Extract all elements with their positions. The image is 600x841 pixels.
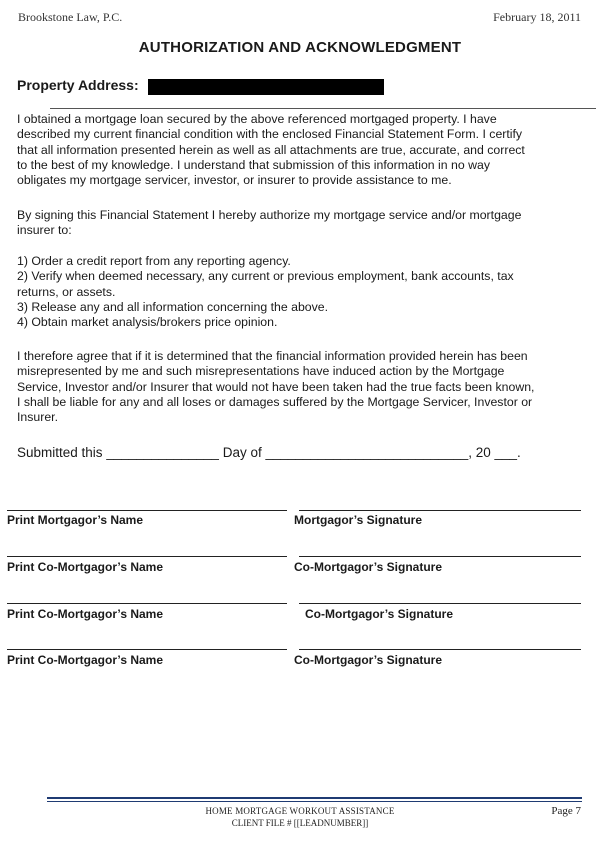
submitted-line <box>17 445 521 460</box>
mortgagor-signature-label: Mortgagor’s Signature <box>294 513 423 527</box>
print-co-mortgagor-name-label: Print Co-Mortgagor’s Name <box>7 653 164 667</box>
paragraph-certification <box>17 112 599 188</box>
signature-line[interactable] <box>299 556 581 557</box>
text-line: insurer to: <box>17 223 72 238</box>
text-line: that all information presented herein as well as all attachments are true, accurate, and correct <box>17 142 525 157</box>
list-item: 2) Verify when deemed necessary, any current or previous employment, bank accounts, tax <box>17 269 514 284</box>
list-item: 3) Release any and all information concerning the above. <box>17 299 329 314</box>
text-line: described my current financial condition with the enclosed Financial Statement Form. I certify <box>17 127 523 142</box>
name-line[interactable] <box>7 649 287 650</box>
firm-name: Brookstone Law, P.C. <box>18 10 123 24</box>
redacted-address <box>148 79 384 95</box>
paragraph-authorization <box>17 208 599 239</box>
day-of-label: Day of <box>222 445 262 460</box>
text-line: to the best of my knowledge. I understand that submission of this information in no way <box>17 157 491 172</box>
year-prefix: , 20 <box>468 445 491 460</box>
co-mortgagor-signature-label: Co-Mortgagor’s Signature <box>294 560 443 574</box>
submitted-period: . <box>517 445 521 460</box>
signature-line[interactable] <box>299 603 581 604</box>
text-line: I shall be liable for any and all loses or damages suffered by the Mortgage Servicer, Investor or <box>17 394 533 409</box>
footer-rule-thin <box>47 801 582 802</box>
name-line[interactable] <box>7 603 287 604</box>
footer-title: HOME MORTGAGE WORKOUT ASSISTANCE <box>205 806 395 816</box>
print-co-mortgagor-name-label: Print Co-Mortgagor’s Name <box>7 560 164 574</box>
list-item: 1) Order a credit report from any reporting agency. <box>17 254 291 268</box>
name-line[interactable] <box>7 510 287 511</box>
page-number: Page 7 <box>551 805 581 817</box>
address-underline <box>50 108 596 109</box>
text-line: I therefore agree that if it is determined that the financial information provided herein has been <box>17 349 528 363</box>
page-title: AUTHORIZATION AND ACKNOWLEDGMENT <box>138 39 462 56</box>
client-file-number: CLIENT FILE # [[LEADNUMBER]] <box>231 818 369 828</box>
name-line[interactable] <box>7 556 287 557</box>
signature-line[interactable] <box>299 649 581 650</box>
document-date: February 18, 2011 <box>493 10 581 24</box>
text-line: obligates my mortgage servicer, investor, or insurer to provide assistance to me. <box>17 173 452 188</box>
authorization-list <box>17 254 599 330</box>
footer-rule <box>47 797 582 799</box>
print-co-mortgagor-name-label: Print Co-Mortgagor’s Name <box>7 607 164 621</box>
submitted-year-field[interactable]: ___ <box>494 445 518 460</box>
print-mortgagor-name-label: Print Mortgagor’s Name <box>7 513 144 527</box>
co-mortgagor-signature-label: Co-Mortgagor’s Signature <box>305 607 454 621</box>
property-address-label: Property Address: <box>17 77 139 93</box>
text-line: Insurer. <box>17 410 59 425</box>
co-mortgagor-signature-label: Co-Mortgagor’s Signature <box>294 653 443 667</box>
signature-line[interactable] <box>299 510 581 511</box>
text-line: By signing this Financial Statement I hereby authorize my mortgage service and/or mortgage <box>17 208 522 222</box>
list-item: returns, or assets. <box>17 284 116 299</box>
list-item: 4) Obtain market analysis/brokers price opinion. <box>17 315 278 330</box>
submitted-month-field[interactable]: ___________________________ <box>265 445 469 460</box>
text-line: misrepresented by me and such misrepresentations have induced action by the Mortgage <box>17 364 505 379</box>
submitted-label: Submitted this <box>17 445 103 460</box>
text-line: I obtained a mortgage loan secured by the above referenced mortgaged property. I have <box>17 112 497 126</box>
text-line: Service, Investor and/or Insurer that would not have been taken had the true facts been known, <box>17 379 535 394</box>
submitted-day-field[interactable]: _______________ <box>106 445 219 460</box>
paragraph-liability <box>17 349 599 425</box>
